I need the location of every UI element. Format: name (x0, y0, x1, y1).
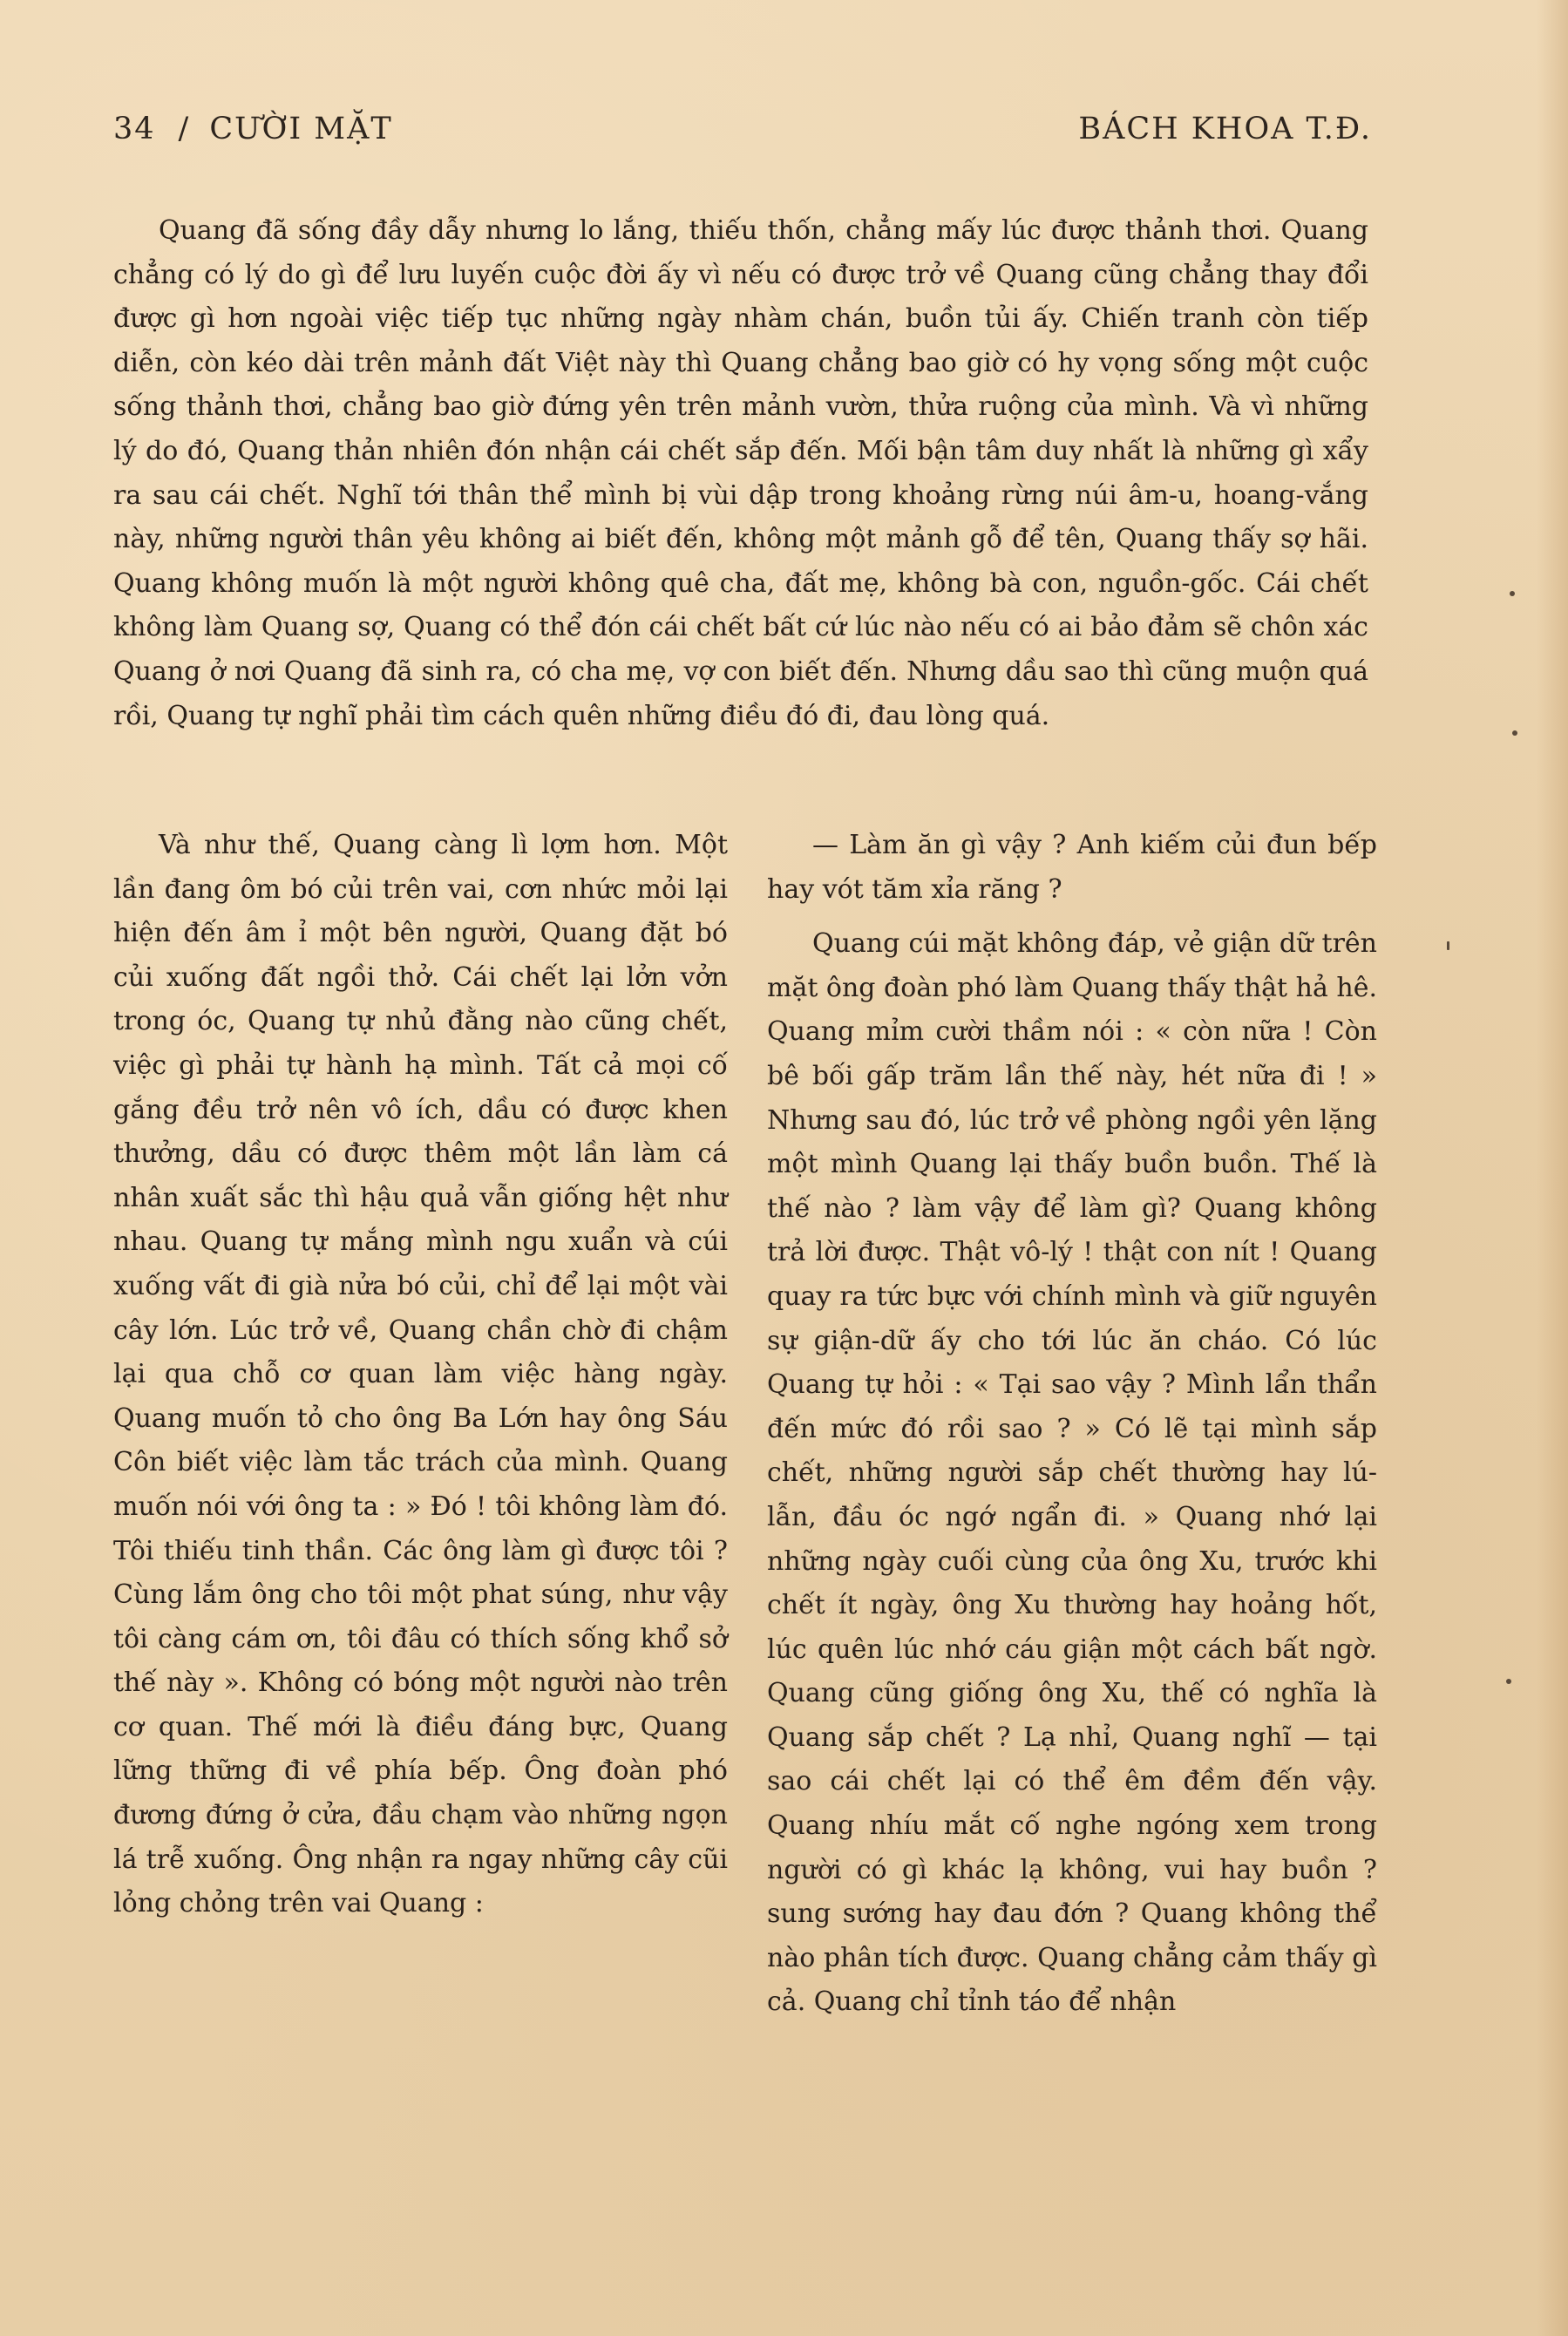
header-separator: / (178, 112, 191, 146)
left-column (113, 824, 728, 1926)
header-left (113, 112, 393, 146)
publication-title: BÁCH KHOA T.Đ. (1078, 112, 1372, 146)
section-title: CƯỜI MẶT (209, 112, 393, 146)
right-column-paragraph: Quang cúi mặt không đáp, vẻ giận dữ trên mặt ông đoàn phó làm Quang thấy thật hả hê. Quang mỉm cười thầm nói : « còn nữa ! Còn bê bối gấp trăm lần thế này, hét nữa đi ! » Nhưng sau đó, lúc trở về phòng ngồi yên lặng một mình Quang lại thấy buồn buồn. Thế là thế nào ? làm vậy để làm gì? Quang không trả lời được. Thật vô-lý ! thật con nít ! Quang quay ra tức bực với chính mình và giữ nguyên sự giận-dữ ấy cho tới lúc ăn cháo. Có lúc Quang tự hỏi : « Tại sao vậy ? Mình lẩn thẩn đến mức đó rồi sao ? » Có lẽ tại mình sắp chết, những người sắp chết thường hay lú-lẫn, đầu óc ngớ ngẩn đi. » Quang nhớ lại những ngày cuối cùng của ông Xu, trước khi chết ít ngày, ông Xu thường hay hoảng hốt, lúc quên lúc nhớ cáu giận một cách bất ngờ. Quang cũng giống ông Xu, thế có nghĩa là Quang sắp chết ? Lạ nhỉ, Quang nghĩ — tại sao cái chết lại có thể êm đềm đến vậy. Quang nhíu mắt cố nghe ngóng xem trong người có gì khác lạ không, vui hay buồn ? sung sướng hay đau đớn ? Quang không thể nào phân tích được. Quang chẳng cảm thấy gì cả. Quang chỉ tỉnh táo để nhận (767, 928, 1377, 2018)
top-paragraph-block (113, 209, 1368, 738)
page-number: 34 (113, 112, 156, 146)
top-paragraph: Quang đã sống đầy dẫy nhưng lo lắng, thiếu thốn, chẳng mấy lúc được thảnh thơi. Quang chẳng có lý do gì để lưu luyến cuộc đời ấy vì nếu có được trở về Quang cũng chẳng thay đổi được gì hơn ngoài việc tiếp tục những ngày nhàm chán, buồn tủi ấy. Chiến tranh còn tiếp diễn, còn kéo dài trên mảnh đất Việt này thì Quang chẳng bao giờ có hy vọng sống một cuộc sống thảnh thơi, chẳng bao giờ đứng yên trên mảnh vườn, thửa ruộng của mình. Và vì những lý do đó, Quang thản nhiên đón nhận cái chết sắp đến. Mối bận tâm duy nhất là những gì xẩy ra sau cái chết. Nghĩ tới thân thể mình bị vùi dập trong khoảng rừng núi âm-u, hoang-vắng này, những người thân yêu không ai biết đến, không một mảnh gỗ để tên, Quang thấy sợ hãi. Quang không muốn là một người không quê cha, đất mẹ, không bà con, nguồn-gốc. Cái chết không làm Quang sợ, Quang có thể đón cái chết bất cứ lúc nào nếu có ai bảo đảm sẽ chôn xác Quang ở nơi Quang đã sinh ra, có cha mẹ, vợ con biết đến. Nhưng dầu sao thì cũng muộn quá rồi, Quang tự nghĩ phải tìm cách quên những điều đó đi, đau lòng quá. (113, 215, 1368, 731)
right-column (767, 824, 1377, 2025)
left-column-paragraph: Và như thế, Quang càng lì lợm hơn. Một lần đang ôm bó củi trên vai, cơn nhức mỏi lại hiện đến âm ỉ một bên người, Quang đặt bó củi xuống đất ngồi thở. Cái chết lại lởn vởn trong óc, Quang tự nhủ đằng nào cũng chết, việc gì phải tự hành hạ mình. Tất cả mọi cố gắng đều trở nên vô ích, dầu có được khen thưởng, dầu có được thêm một lần làm cá nhân xuất sắc thì hậu quả vẫn giống hệt như nhau. Quang tự mắng mình ngu xuẩn và cúi xuống vất đi già nửa bó củi, chỉ để lại một vài cây lớn. Lúc trở về, Quang chần chờ đi chậm lại qua chỗ cơ quan làm việc hàng ngày. Quang muốn tỏ cho ông Ba Lớn hay ông Sáu Côn biết việc làm tắc trách của mình. Quang muốn nói với ông ta : » Đó ! tôi không làm đó. Tôi thiếu tinh thần. Các ông làm gì được tôi ? Cùng lắm ông cho tôi một phat súng, như vậy tôi càng cám ơn, tôi đâu có thích sống khổ sở thế này ». Không có bóng một người nào trên cơ quan. Thế mới là điều đáng bực, Quang lững thững đi về phía bếp. Ông đoàn phó đương đứng ở cửa, đầu chạm vào những ngọn lá trễ xuống. Ông nhận ra ngay những cây cũi lỏng chỏng trên vai Quang : (113, 830, 728, 1919)
scan-speck (1512, 730, 1517, 736)
scan-speck (1506, 1679, 1511, 1684)
page-edge-shadow (1537, 0, 1568, 2336)
dialogue-line: — Làm ăn gì vậy ? Anh kiếm củi đun bếp hay vót tăm xỉa răng ? (767, 830, 1377, 905)
scan-speck (1447, 941, 1449, 950)
scan-speck (1510, 591, 1515, 596)
running-header (113, 112, 1372, 155)
